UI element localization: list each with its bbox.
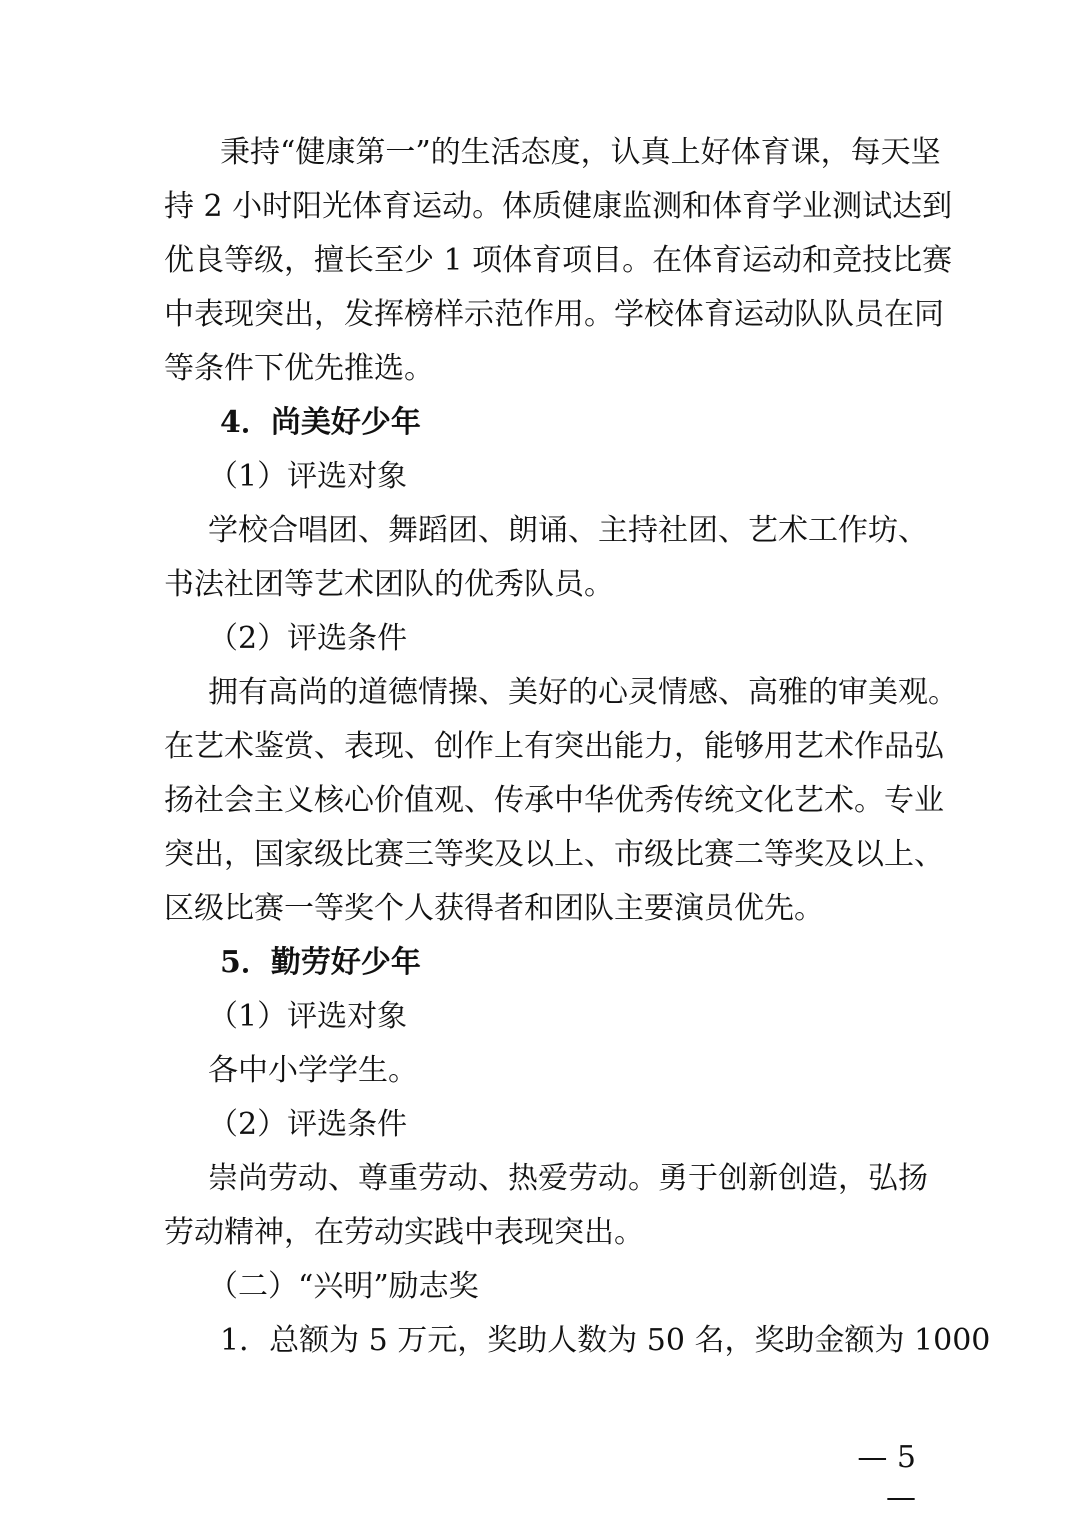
paragraph-line: 各中小学学生。 [208,1053,418,1088]
paragraph-line: 秉持“健康第一”的生活态度，认真上好体育课，每天坚 [220,135,941,170]
subsection-label: （1）评选对象 [208,999,408,1034]
paragraph-line: 等条件下优先推选。 [164,351,434,386]
paragraph-line: 劳动精神，在劳动实践中表现突出。 [164,1215,644,1250]
subsection-label: （2）评选条件 [208,621,408,656]
paragraph-line: 崇尚劳动、尊重劳动、热爱劳动。勇于创新创造，弘扬 [208,1161,928,1196]
paragraph-line: 中表现突出，发挥榜样示范作用。学校体育运动队队员在同 [164,297,944,332]
paragraph-line: 拥有高尚的道德情操、美好的心灵情感、高雅的审美观。 [208,675,958,710]
paragraph-line: 突出，国家级比赛三等奖及以上、市级比赛二等奖及以上、 [164,837,944,872]
paragraph-line: 1．总额为 5 万元，奖助人数为 50 名，奖助金额为 1000 [220,1323,991,1358]
paragraph-line: 持 2 小时阳光体育运动。体质健康监测和体育学业测试达到 [164,189,953,224]
paragraph-line: 扬社会主义核心价值观、传承中华优秀传统文化艺术。专业 [164,783,944,818]
section-heading: 4．尚美好少年 [220,405,421,440]
paragraph-line: 优良等级，擅长至少 1 项体育项目。在体育运动和竞技比赛 [164,243,953,278]
page-number: — 5 — [857,1440,916,1515]
section-heading: 5．勤劳好少年 [220,945,421,980]
subsection-label: （2）评选条件 [208,1107,408,1142]
paragraph-line: 在艺术鉴赏、表现、创作上有突出能力，能够用艺术作品弘 [164,729,944,764]
paragraph-line: 学校合唱团、舞蹈团、朗诵、主持社团、艺术工作坊、 [208,513,928,548]
part-heading: （二）“兴明”励志奖 [208,1269,479,1304]
paragraph-line: 区级比赛一等奖个人获得者和团队主要演员优先。 [164,891,824,926]
subsection-label: （1）评选对象 [208,459,408,494]
paragraph-line: 书法社团等艺术团队的优秀队员。 [164,567,614,602]
